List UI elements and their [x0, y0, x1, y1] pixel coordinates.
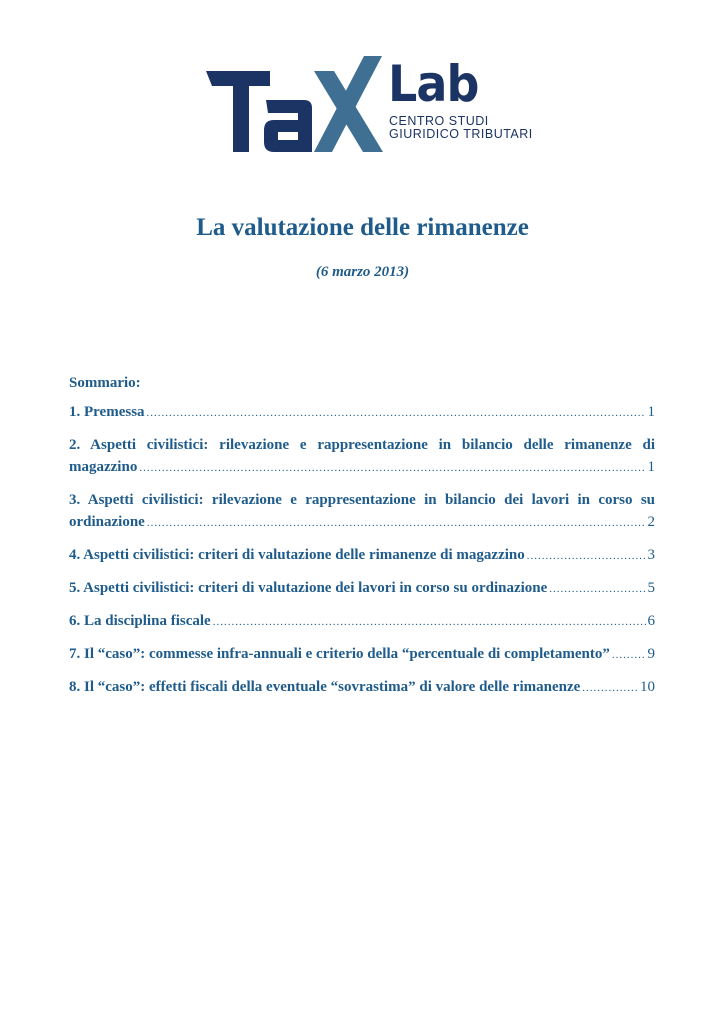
toc-entry-1[interactable] [69, 401, 655, 424]
toc-entry-8[interactable] [69, 676, 655, 699]
toc-leader-dots [549, 578, 645, 600]
toc-entry-title: 4. Aspetti civilistici: criteri di valutazione delle rimanenze di magazzino [69, 547, 525, 563]
toc-entry-title-line1: 2. Aspetti civilistici: rilevazione e rappresentazione in bilancio delle rimanenze di [69, 437, 655, 453]
toc-entry-title: 6. La disciplina fiscale [69, 613, 211, 629]
toc-page-number: 6 [647, 613, 655, 629]
toc-entry-title: 5. Aspetti civilistici: criteri di valutazione dei lavori in corso su ordinazione [69, 580, 548, 596]
taxlab-logo [206, 55, 533, 154]
logo-subtitle-line1: CENTRO STUDI [389, 114, 489, 128]
toc-entry-5[interactable] [69, 577, 655, 600]
document-title: La valutazione delle rimanenze [196, 214, 529, 241]
toc-entry-title: magazzino [69, 459, 138, 475]
toc-page-number: 5 [647, 580, 655, 596]
toc-entry-title: ordinazione [69, 514, 145, 530]
document-date: (6 marzo 2013) [315, 264, 410, 280]
toc-page-number: 1 [647, 404, 655, 420]
toc-entry-3[interactable] [69, 489, 655, 534]
toc-leader-dots [527, 545, 646, 567]
toc-entry-title: 1. Premessa [69, 404, 145, 420]
toc-leader-dots [213, 611, 646, 633]
toc-heading: Sommario: [69, 375, 141, 391]
toc-page-number: 9 [647, 646, 655, 662]
table-of-contents [69, 401, 655, 709]
toc-entry-2[interactable] [69, 434, 655, 479]
toc-leader-dots [147, 402, 646, 424]
toc-page-number: 10 [640, 679, 655, 695]
toc-entry-title: 7. Il “caso”: commesse infra-annuali e criterio della “percentuale di completamento” [69, 646, 610, 662]
toc-entry-title-line1: 3. Aspetti civilistici: rilevazione e rappresentazione in bilancio dei lavori in corso su [69, 492, 655, 508]
toc-leader-dots [139, 457, 645, 479]
toc-entry-title: 8. Il “caso”: effetti fiscali della eventuale “sovrastima” di valore delle rimanenze [69, 679, 581, 695]
toc-page-number: 1 [647, 459, 655, 475]
toc-leader-dots [147, 512, 646, 534]
toc-leader-dots [582, 677, 638, 699]
logo-lab-text: Lab [388, 55, 479, 113]
toc-page-number: 3 [647, 547, 655, 563]
logo-subtitle-line2: GIURIDICO TRIBUTARI [389, 127, 533, 141]
tax-wordmark-icon [206, 56, 388, 154]
toc-entry-4[interactable] [69, 544, 655, 567]
toc-entry-7[interactable] [69, 643, 655, 666]
toc-entry-6[interactable] [69, 610, 655, 633]
toc-leader-dots [612, 644, 646, 666]
toc-page-number: 2 [647, 514, 655, 530]
